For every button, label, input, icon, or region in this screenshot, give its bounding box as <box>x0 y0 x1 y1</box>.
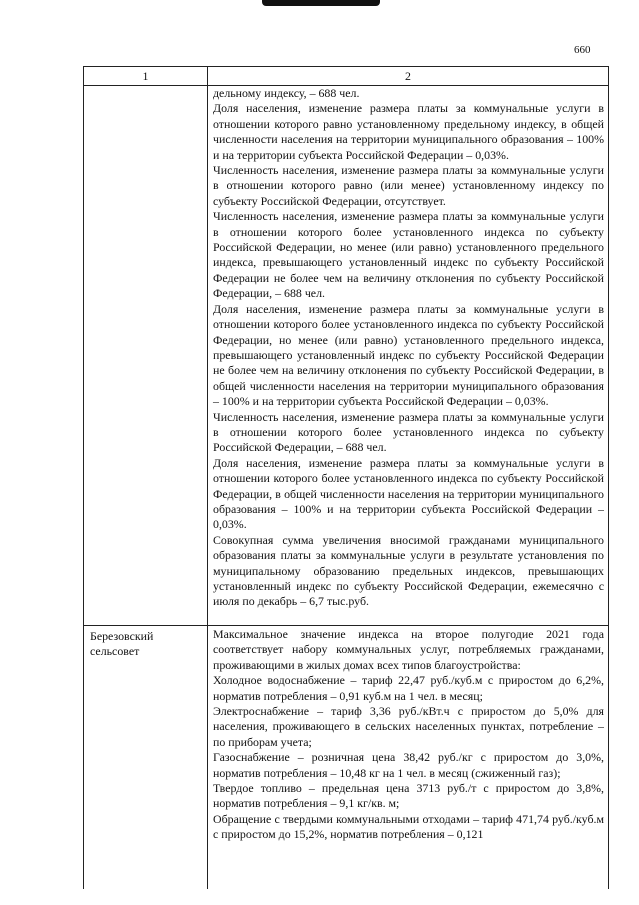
paragraph: Твердое топливо – предельная цена 3713 руб./т с приростом до 3,8%, норматив потребления – 9,1 кг/кв. м; <box>213 781 604 811</box>
description-cell <box>208 626 609 890</box>
paragraph: Численность населения, изменение размера платы за коммунальные услуги в отношении которого равно (или менее) установленному индексу по субъекту Российской Федерации, отсутствует. <box>213 163 604 208</box>
document-table <box>83 66 609 889</box>
municipality-name <box>84 86 208 626</box>
paragraph: Численность населения, изменение размера платы за коммунальные услуги в отношении которого более установленного индекса по субъекту Российской Федерации, но менее (или равно) установленного предельного индекса, превышающего установленный индекс по субъекту Российской Федерации не более чем на величину отклонения по субъекту Российской Федерации, – 688 чел. <box>213 209 604 301</box>
paragraph: Электроснабжение – тариф 3,36 руб./кВт.ч с приростом до 5,0% для населения, проживающего в сельских населенных пунктах, потребление – по приборам учета; <box>213 704 604 749</box>
paragraph: Численность населения, изменение размера платы за коммунальные услуги в отношении которого более установленного индекса по субъекту Российской Федерации, – 688 чел. <box>213 409 604 455</box>
table-row <box>84 86 609 626</box>
table-row <box>84 626 609 890</box>
municipality-name: Березовский сельсовет <box>84 626 208 890</box>
paragraph: Доля населения, изменение размера платы за коммунальные услуги в отношении которого более установленного индекса по субъекту Российской Федерации, в общей численности населения на территории муниципального образования – 100% и на территории субъекта Российской Федерации – 0,03%. <box>213 455 604 532</box>
description-cell <box>208 86 609 626</box>
header-col-1: 1 <box>84 67 208 86</box>
header-col-2: 2 <box>208 67 609 86</box>
paragraph: Обращение с твердыми коммунальными отходами – тариф 471,74 руб./куб.м с приростом до 15,2%, норматив потребления – 0,121 <box>213 811 604 842</box>
paragraph: Доля населения, изменение размера платы за коммунальные услуги в отношении которого равно установленному предельному индексу, в общей численности населения на территории муниципального образования – 100% и на территории субъекта Российской Федерации – 0,03%. <box>213 101 604 162</box>
scan-top-mark <box>262 0 380 6</box>
table-header-row <box>84 67 609 86</box>
paragraph: Холодное водоснабжение – тариф 22,47 руб./куб.м с приростом до 6,2%, норматив потребления – 0,91 куб.м на 1 чел. в месяц; <box>213 673 604 703</box>
page-number: 660 <box>574 44 591 56</box>
paragraph: Максимальное значение индекса на второе полугодие 2021 года соответствует набору коммунальных услуг, потребляемых гражданами, проживающими в жилых домах всех типов благоустройства: <box>213 627 604 672</box>
paragraph: Доля населения, изменение размера платы за коммунальные услуги в отношении которого более установленного индекса по субъекту Российской Федерации, но менее (или равно) установленного предельного индекса, превышающего установленный индекс по субъекту Российской Федерации не более чем на величину отклонения по субъекту Российской Федерации, в общей численности населения на территории муниципального образования – 100% и на территории субъекта Российской Федерации – 0,03%. <box>213 301 604 409</box>
paragraph: Газоснабжение – розничная цена 38,42 руб./кг с приростом до 3,0%, норматив потребления – 10,48 кг на 1 чел. в месяц (сжиженный газ); <box>213 750 604 780</box>
paragraph: Совокупная сумма увеличения вносимой гражданами муниципального образования платы за коммунальные услуги в результате установления по муниципальному образованию предельных индексов, превышающих установленный индекс по субъекту Российской Федерации, ежемесячно с июля по декабрь – 6,7 тыс.руб. <box>213 532 604 609</box>
paragraph: дельному индексу, – 688 чел. <box>213 86 360 100</box>
